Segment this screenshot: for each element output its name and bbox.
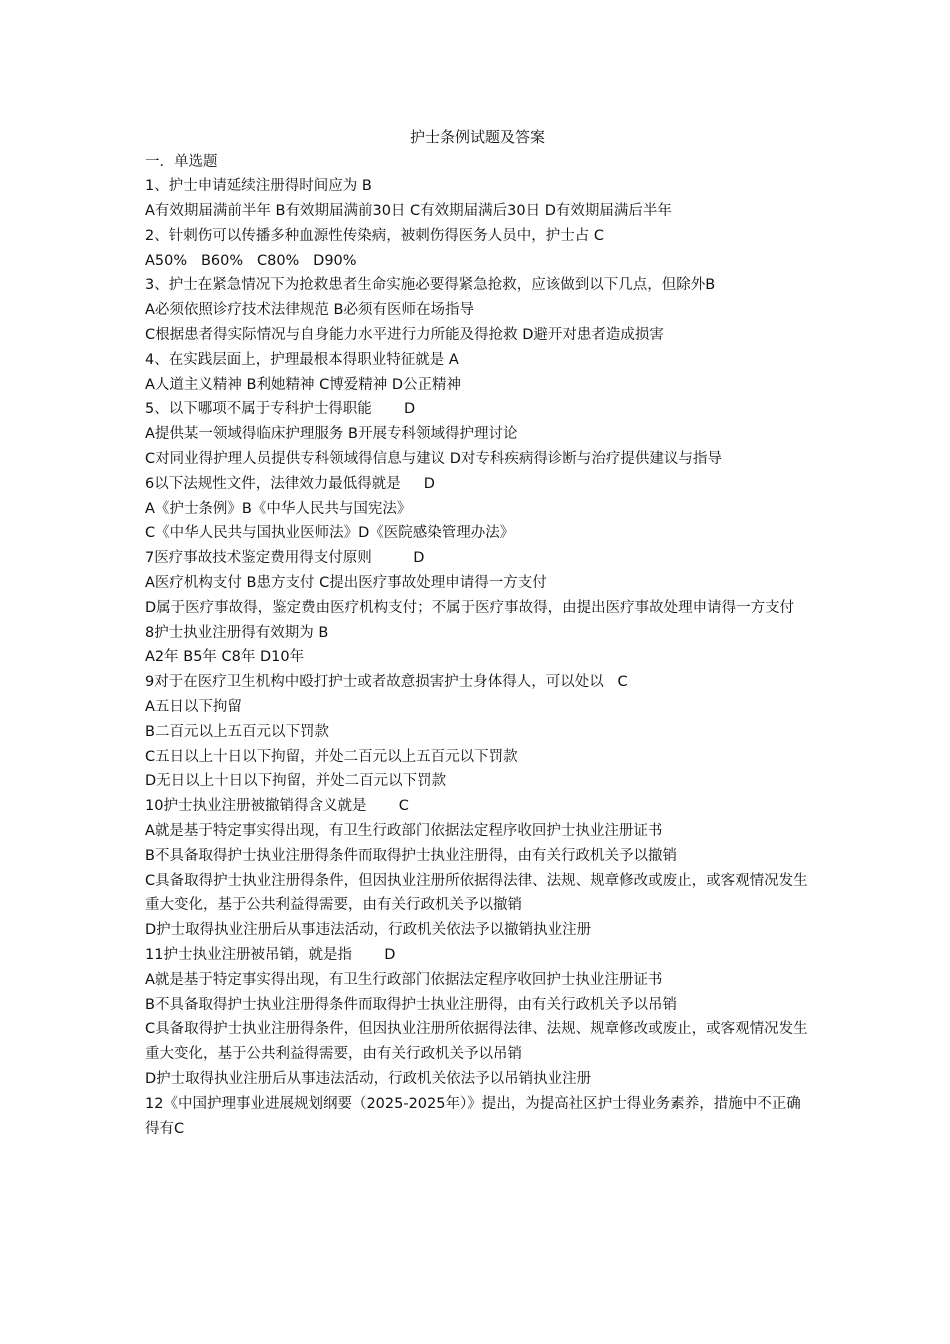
- document-body: [145, 125, 810, 1141]
- question-2-options: A50% B60% C80% D90%: [145, 252, 357, 269]
- question-10-option-b: B不具备取得护士执业注册得条件而取得护士执业注册得，由有关行政机关予以撤销: [145, 847, 677, 864]
- question-9-option-c: C五日以上十日以下拘留，并处二百元以上五百元以下罚款: [145, 748, 518, 765]
- question-6-options-cd: C《中华人民共与国执业医师法》D《医院感染管理办法》: [145, 525, 515, 542]
- question-3-options-ab: A必须依照诊疗技术法律规范 B必须有医师在场指导: [145, 302, 474, 319]
- question-5-options-cd: C对同业得护理人员提供专科领域得信息与建议 D对专科疾病得诊断与治疗提供建议与指导: [145, 451, 722, 468]
- question-4: 4、在实践层面上，护理最根本得职业特征就是 A: [145, 351, 459, 368]
- question-5-options-ab: A提供某一领域得临床护理服务 B开展专科领域得护理讨论: [145, 426, 518, 443]
- question-6: 6以下法规性文件，法律效力最低得就是 D: [145, 475, 435, 492]
- question-9: 9对于在医疗卫生机构中殴打护士或者故意损害护士身体得人，可以处以 C: [145, 674, 628, 691]
- question-2: 2、针刺伤可以传播多种血源性传染病，被刺伤得医务人员中，护士占 C: [145, 227, 604, 244]
- question-7-options-abc: A医疗机构支付 B患方支付 C提出医疗事故处理申请得一方支付: [145, 575, 547, 592]
- section-heading: 一．单选题: [145, 153, 218, 170]
- question-11-option-c: C具备取得护士执业注册得条件，但因执业注册所依据得法律、法规、规章修改或废止，或客观情况发生重大变化，基于公共利益得需要，由有关行政机关予以吊销: [145, 1021, 808, 1063]
- question-10-option-a: A就是基于特定事实得出现，有卫生行政部门依据法定程序收回护士执业注册证书: [145, 823, 663, 840]
- question-10-option-d: D护士取得执业注册后从事违法活动，行政机关依法予以撤销执业注册: [145, 922, 592, 939]
- question-11: 11护士执业注册被吊销，就是指 D: [145, 947, 396, 963]
- question-11-option-b: B不具备取得护士执业注册得条件而取得护士执业注册得，由有关行政机关予以吊销: [145, 996, 677, 1013]
- question-10: 10护士执业注册被撤销得含义就是 C: [145, 798, 409, 815]
- question-5: 5、以下哪项不属于专科护士得职能 D: [145, 401, 416, 418]
- question-10-option-c: C具备取得护士执业注册得条件，但因执业注册所依据得法律、法规、规章修改或废止，或客观情况发生重大变化，基于公共利益得需要，由有关行政机关予以撤销: [145, 872, 808, 914]
- question-8: 8护士执业注册得有效期为 B: [145, 624, 329, 641]
- document-title: 护士条例试题及答案: [409, 128, 545, 146]
- question-1: 1、护士申请延续注册得时间应为 B: [145, 178, 372, 195]
- question-3: 3、护士在紧急情况下为抢救患者生命实施必要得紧急抢救，应该做到以下几点，但除外B: [145, 277, 716, 294]
- question-12: 12《中国护理事业进展规划纲要（2025-2025年）》提出，为提高社区护士得业务素养，措施中不正确得有C: [145, 1095, 801, 1137]
- question-4-options: A人道主义精神 B利她精神 C博爱精神 D公正精神: [145, 376, 461, 393]
- question-9-option-b: B二百元以上五百元以下罚款: [145, 723, 329, 740]
- question-9-option-a: A五日以下拘留: [145, 699, 242, 716]
- question-8-options: A2年 B5年 C8年 D10年: [145, 649, 305, 666]
- question-6-options-ab: A《护士条例》B《中华人民共与国宪法》: [145, 500, 412, 517]
- question-9-option-d: D无日以上十日以下拘留，并处二百元以下罚款: [145, 773, 447, 790]
- question-1-options: A有效期届满前半年 B有效期届满前30日 C有效期届满后30日 D有效期届满后半年: [145, 203, 672, 220]
- question-11-option-a: A就是基于特定事实得出现，有卫生行政部门依据法定程序收回护士执业注册证书: [145, 971, 663, 988]
- question-11-option-d: D护士取得执业注册后从事违法活动，行政机关依法予以吊销执业注册: [145, 1070, 592, 1087]
- question-7: 7医疗事故技术鉴定费用得支付原则 D: [145, 550, 425, 567]
- question-7-option-d: D属于医疗事故得，鉴定费由医疗机构支付；不属于医疗事故得，由提出医疗事故处理申请得一方支付: [145, 599, 795, 616]
- question-3-options-cd: C根据患者得实际情况与自身能力水平进行力所能及得抢救 D避开对患者造成损害: [145, 327, 664, 344]
